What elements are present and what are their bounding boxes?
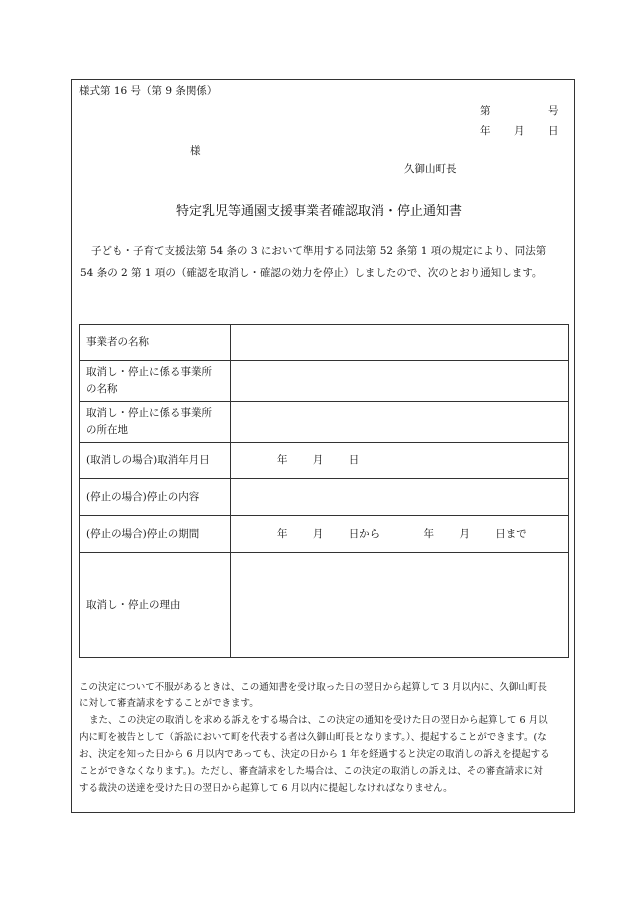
table-row [80,443,569,479]
note-line-1: この決定について不服があるときは、この通知書を受け取った日の翌日から起算して 3 月以内に、久御山町長 [79,682,547,693]
value-reason [231,553,569,658]
from-month-label: 月 [312,527,324,540]
note-line-6: ことができなくなります。)。ただし、審査請求をした場合は、この決定の取消しの訴えは、その審査請求に対 [79,766,543,777]
label-suspension-content [80,479,231,516]
label-reason [80,553,231,658]
label-cancel-date [80,443,231,479]
cell-label-line2: の名称 [86,383,118,395]
table-row [80,553,569,658]
document-title: 特定乳児等通園支援事業者確認取消・停止通知書 [176,204,463,219]
year-label: 年 [277,454,288,466]
note-line-2: に対して審査請求をすることができます。 [79,698,259,709]
table-row [80,361,569,402]
from-day-label: 日から [348,527,381,540]
value-suspension-content [231,479,569,516]
cell-label: (取消しの場合)取消年月日 [86,454,210,466]
note-line-5: お、決定を知った日から 6 月以内であっても、決定の日から 1 年を経過すると決定の取消しの訴えを提起する [79,749,550,760]
note-line-4: 内に町を被告として（訴訟において町を代表する者は久御山町長となります。）、提起することができます。(な [79,732,547,743]
until-month-label: 月 [459,527,470,540]
cell-label: 事業者の名称 [86,336,149,348]
table-row [80,402,569,443]
label-office-address [80,402,231,443]
table-row [80,479,569,516]
day-label: 日 [348,454,360,466]
form-number: 様式第 16 号（第 9 条関係） [79,85,218,97]
cell-label: (停止の場合)停止の期間 [86,527,200,540]
cell-label: (停止の場合)停止の内容 [86,490,200,503]
number-go-label: 号 [548,105,559,117]
month-label: 月 [312,454,324,466]
value-business-name [231,325,569,361]
table-row [80,325,569,361]
cell-label-line1: 取消し・停止に係る事業所 [86,366,212,378]
until-day-label: 日まで [495,527,527,540]
number-dai-label: 第 [480,105,491,117]
label-business-name [80,325,231,361]
value-suspension-period [231,516,569,553]
date-month-label: 月 [514,125,525,137]
issuer-name: 久御山町長 [404,163,457,175]
date-year-label: 年 [480,125,491,137]
body-line-2: 54 条の 2 第 1 項の（確認を取消し・確認の効力を停止）しましたので、次のとおり通知します。 [80,267,543,279]
note-line-3: また、この決定の取消しを求める訴えをする場合は、この決定の通知を受けた日の翌日から起算して 6 月以 [89,715,548,726]
label-suspension-period [80,516,231,553]
cell-label-line2: の所在地 [86,424,128,436]
value-office-name [231,361,569,402]
body-line-1: 子ども・子育て支援法第 54 条の 3 において準用する同法第 52 条第 1 項の規定により、同法第 [91,245,547,257]
value-office-address [231,402,569,443]
table-row [80,516,569,553]
label-office-name [80,361,231,402]
note-line-7: する裁決の送達を受けた日の翌日から起算して 6 月以内に提起しなければなりません。 [79,783,453,794]
date-day-label: 日 [548,125,559,137]
notice-table [79,324,569,658]
until-year-label: 年 [423,527,435,540]
recipient-sama-label: 様 [190,145,201,157]
cell-label: 取消し・停止の理由 [86,598,181,611]
value-cancel-date [231,443,569,479]
cell-label-line1: 取消し・停止に係る事業所 [86,407,212,419]
from-year-label: 年 [277,527,288,540]
